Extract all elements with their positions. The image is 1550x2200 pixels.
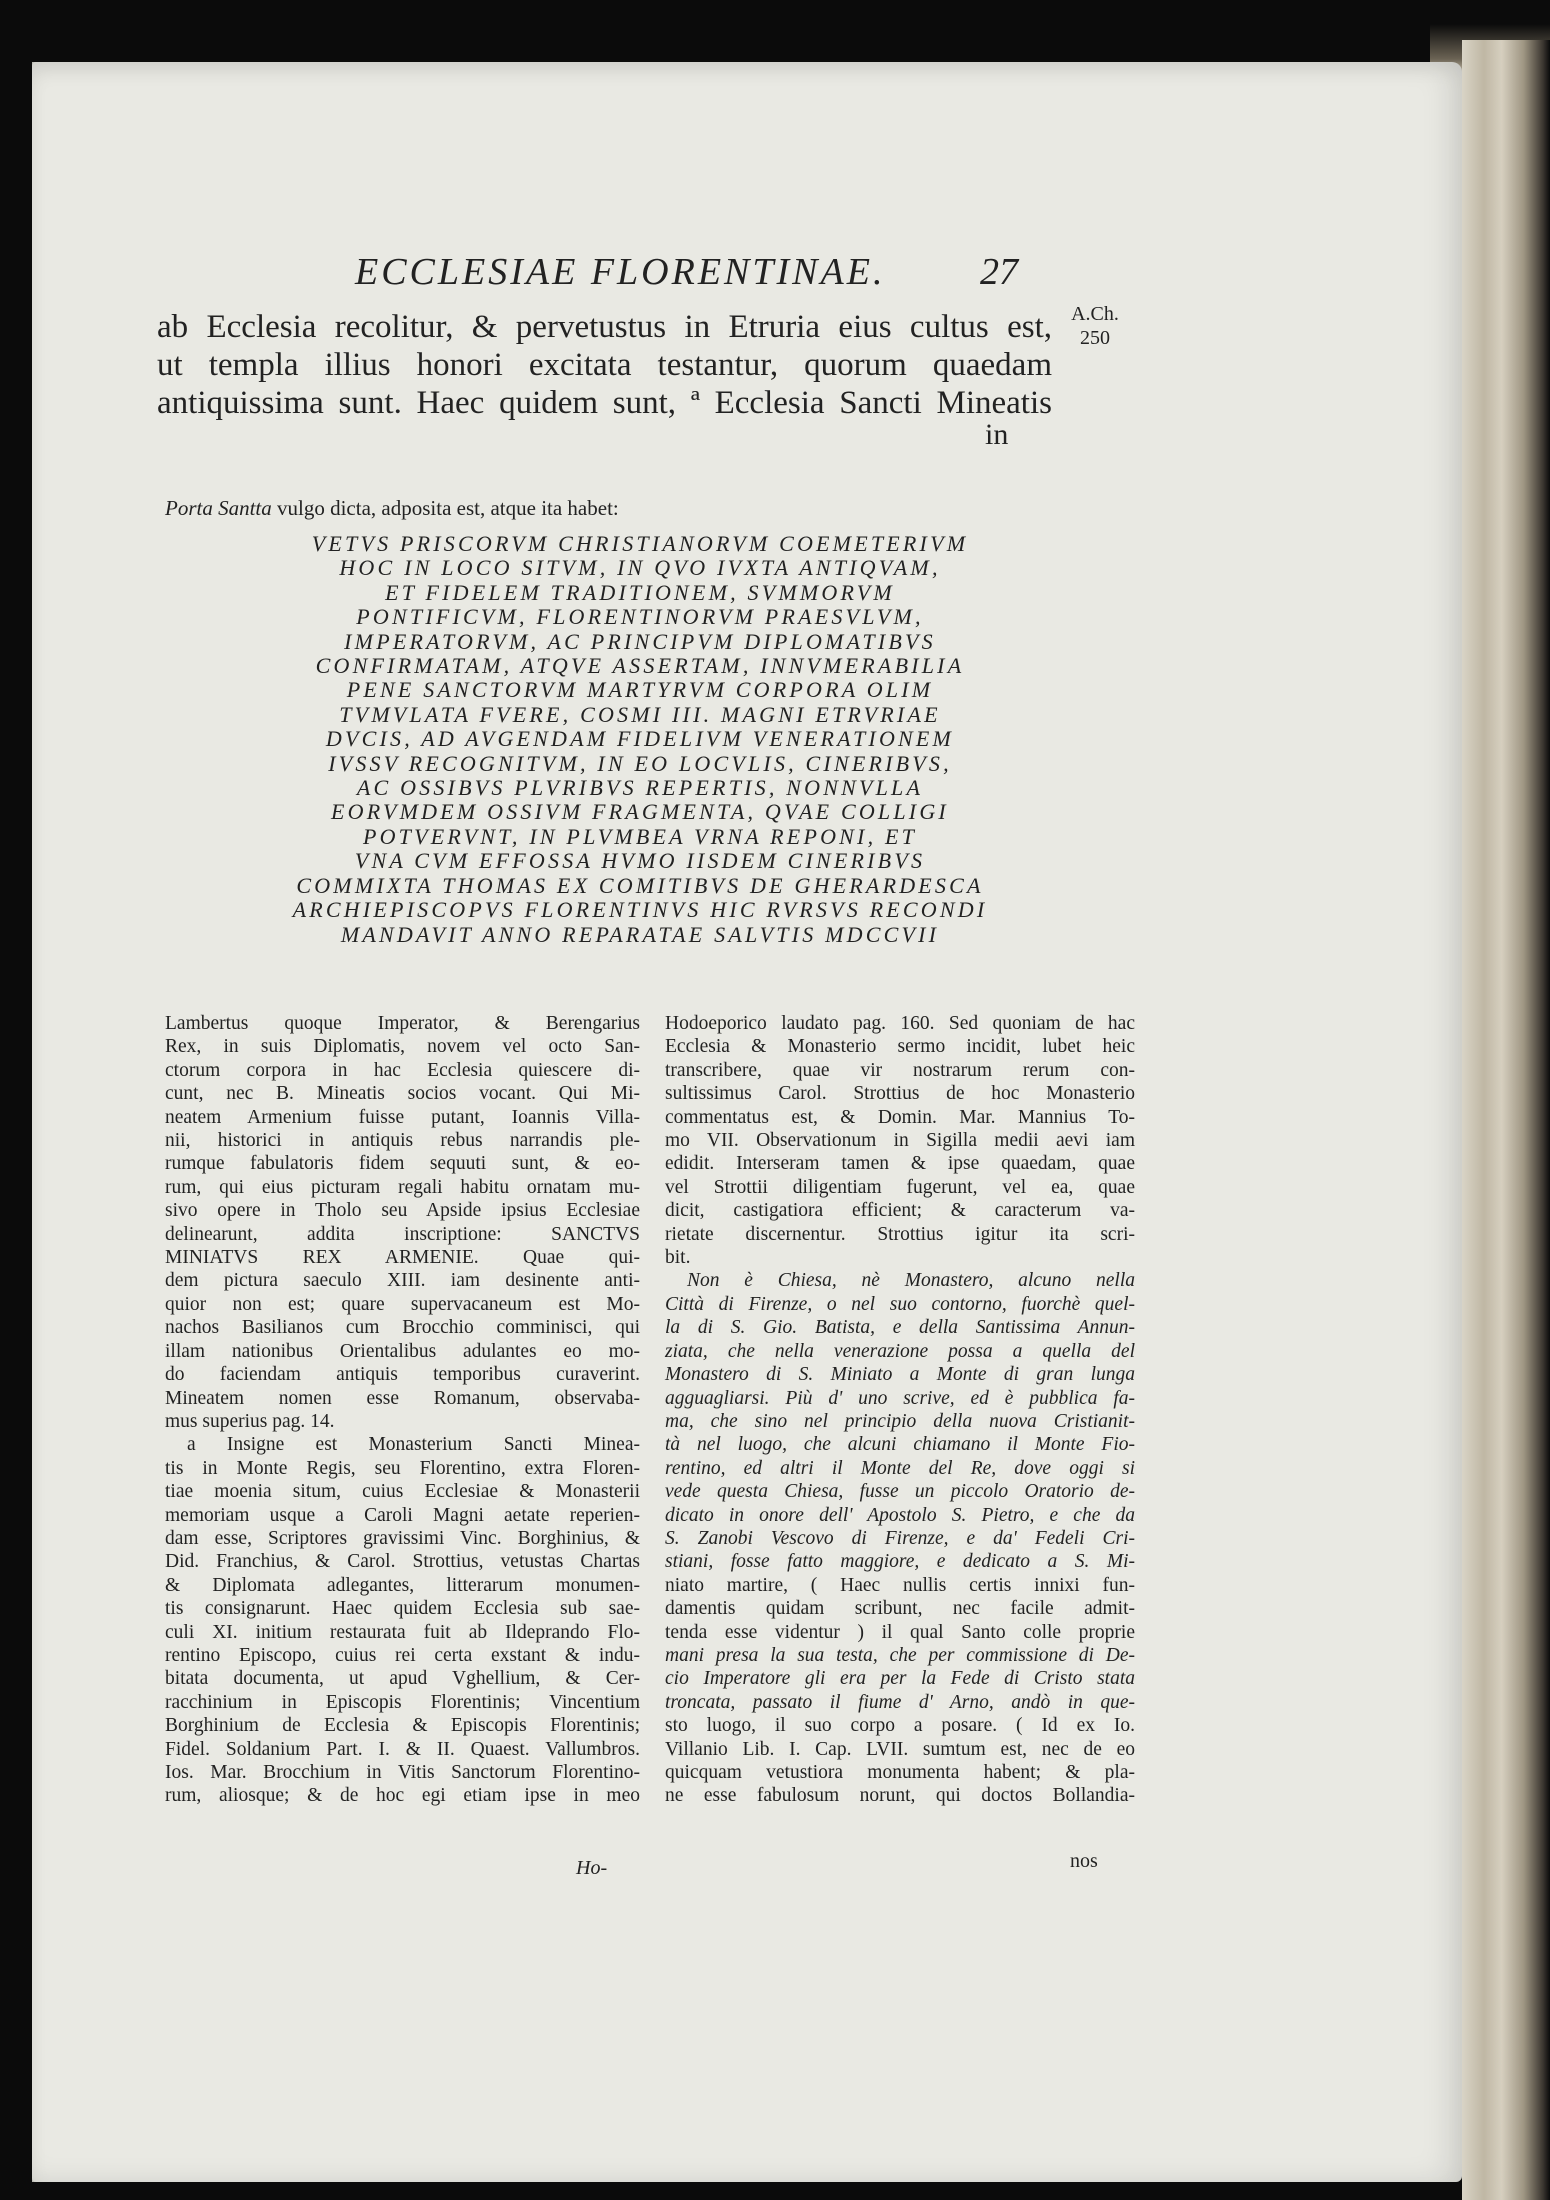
inscription-line: HOC IN LOCO SITVM, IN QVO IVXTA ANTIQVAM, [339, 555, 941, 581]
inscription-line: DVCIS, AD AVGENDAM FIDELIVM VENERATIONEM [325, 726, 955, 752]
column-line: do faciendam antiquis temporibus curaverint. [165, 1364, 640, 1386]
column-line: illam nationibus Orientalibus adulantes eo mo- [165, 1340, 640, 1362]
inscription-line: ARCHIEPISCOPVS FLORENTINVS HIC RVRSVS RECONDI [292, 897, 988, 923]
column-line: quior non est; quare supervacaneum est Mo- [165, 1293, 640, 1315]
lead-line: antiquissima sunt. Haec quidem sunt, ª Ecclesia Sancti Mineatis [157, 385, 1052, 421]
column-line: tà nel luogo, che alcuni chiamano il Monte Fio- [665, 1434, 1135, 1456]
column-line: S. Zanobi Vescovo di Firenze, e da' Fedeli Cri- [665, 1527, 1135, 1549]
column-line: dicato in onore dell' Apostolo S. Pietro, e che da [665, 1504, 1135, 1526]
column-line: MINIATVS REX ARMENIE. Quae qui- [165, 1247, 640, 1269]
inscription-line: COMMIXTA THOMAS EX COMITIBVS DE GHERARDESCA [296, 872, 984, 898]
column-line: cio Imperatore gli era per la Fede di Cristo stata [665, 1668, 1135, 1690]
column-line: bit. [665, 1247, 691, 1269]
column-line: Città di Firenze, o nel suo contorno, fuorchè quel- [665, 1293, 1135, 1315]
column-line: nii, historici in antiquis rebus narrandis ple- [165, 1130, 640, 1152]
column-line: culi XI. initium restaurata fuit ab Ildeprando Flo- [165, 1621, 640, 1643]
column-line: tiae moenia situm, cuius Ecclesiae & Monasterii [165, 1481, 640, 1503]
catchword-left: Ho- [576, 1857, 608, 1879]
column-line: ctorum corpora in hac Ecclesia quiescere di- [165, 1059, 640, 1081]
footnote-column-left [165, 1012, 640, 1808]
lead-line: ab Ecclesia recolitur, & pervetustus in Etruria eius cultus est, [157, 309, 1052, 345]
column-line: tis consignarunt. Haec quidem Ecclesia sub sae- [165, 1598, 640, 1620]
column-line: Rex, in suis Diplomatis, novem vel octo San- [165, 1036, 640, 1058]
column-line: stiani, fosse fatto maggiore, e dedicato a S. Mi- [665, 1551, 1135, 1573]
lead-line: ut templa illius honori excitata testantur, quorum quaedam [157, 347, 1052, 383]
column-line: niato martire, ( Haec nullis certis innixi fun- [665, 1574, 1135, 1596]
column-line: Monastero di S. Miniato a Monte di gran lunga [665, 1364, 1135, 1386]
column-line: la di S. Gio. Batista, e della Santissima Annun- [665, 1317, 1135, 1339]
column-line: quicquam vetustiora monumenta habent; & pla- [665, 1762, 1135, 1783]
column-line: dicit, castigatiora efficient; & caracterum va- [665, 1200, 1135, 1222]
margin-note-line: 250 [1080, 327, 1110, 349]
margin-note [1065, 302, 1125, 350]
inscription-line: POTVERVNT, IN PLVMBEA VRNA REPONI, ET [362, 823, 918, 849]
column-line: rumque fabulatoris fidem sequuti sunt, & eo- [165, 1153, 640, 1175]
column-line: Mineatem nomen esse Romanum, observaba- [165, 1387, 640, 1409]
column-line: Non è Chiesa, nè Monastero, alcuno nella [687, 1270, 1135, 1292]
margin-note-line: A.Ch. [1071, 303, 1119, 325]
column-line: cunt, nec B. Mineatis socios vocant. Qui Mi- [165, 1083, 640, 1105]
inscription-line: VETVS PRISCORVM CHRISTIANORVM COEMETERIVM [311, 531, 969, 556]
porta-prefix: Porta Santta [165, 496, 272, 520]
column-line: tis in Monte Regis, seu Florentino, extra Floren- [165, 1457, 640, 1479]
column-line: edidit. Interseram tamen & ipse quaedam, quae [665, 1153, 1135, 1175]
column-line: mani presa la sua testa, che per commissione di De- [665, 1644, 1135, 1666]
inscription-line: IMPERATORVM, AC PRINCIPVM DIPLOMATIBVS [344, 628, 936, 654]
footnote-column-right [665, 1012, 1135, 1808]
inscription-line: PENE SANCTORVM MARTYRVM CORPORA OLIM [346, 677, 934, 703]
inscription-line: IVSSV RECOGNITVM, IN EO LOCVLIS, CINERIBVS, [328, 750, 952, 776]
inscription [180, 532, 1100, 947]
inscription-line: MANDAVIT ANNO REPARATAE SALVTIS MDCCVII [340, 921, 940, 947]
inscription-line: EORVMDEM OSSIVM FRAGMENTA, QVAE COLLIGI [331, 799, 949, 825]
inscription-line: VNA CVM EFFOSSA HVMO IISDEM CINERIBVS [354, 848, 926, 874]
column-line: vel Strottii diligentiam fugerunt, vel ea, quae [665, 1176, 1135, 1198]
column-line: Fidel. Soldanium Part. I. & II. Quaest. Vallumbros. [165, 1738, 640, 1760]
inscription-line: ET FIDELEM TRADITIONEM, SVMMORVM [385, 579, 895, 605]
column-line: & Diplomata adlegantes, litterarum monumen- [165, 1574, 640, 1596]
column-line: rum, qui eius picturam regali habitu ornatam mu- [165, 1176, 640, 1198]
column-line: racchinium in Episcopis Florentinis; Vincentium [165, 1691, 640, 1713]
column-line: dam esse, Scriptores gravissimi Vinc. Borghinius, & [165, 1527, 640, 1549]
column-line: sto luogo, il suo corpo a posare. ( Id ex Io. [665, 1715, 1135, 1737]
inscription-line: AC OSSIBVS PLVRIBVS REPERTIS, NONNVLLA [356, 775, 924, 801]
column-line: memoriam usque a Caroli Magni aetate reperien- [165, 1504, 640, 1526]
column-line: tenda esse videntur ) il qual Santo colle proprie [665, 1621, 1135, 1643]
column-line: bitata documenta, ut apud Vghellium, & Cer- [165, 1668, 640, 1690]
inscription-line: CONFIRMATAM, ATQVE ASSERTAM, INNVMERABILIA [315, 653, 965, 679]
column-line: delinearunt, addita inscriptione: SANCTVS [165, 1223, 640, 1245]
column-line: Ecclesia & Monasterio sermo incidit, lubet heic [665, 1036, 1135, 1058]
porta-rest: vulgo dicta, adposita est, atque ita habet: [271, 496, 619, 520]
column-line: sivo opere in Tholo seu Apside ipsius Ecclesiae [165, 1200, 640, 1222]
column-line: mo VII. Observationum in Sigilla medii aevi iam [665, 1130, 1135, 1152]
column-line: rum, aliosque; & de hoc egi etiam ipse in meo [165, 1785, 640, 1807]
column-line: Did. Franchius, & Carol. Strottius, vetustas Chartas [165, 1551, 640, 1573]
column-line: ma, che sino nel principio della nuova Cristianit- [665, 1410, 1135, 1432]
column-line: ziata, che nella venerazione possa a quella del [665, 1340, 1135, 1362]
column-line: transcribere, quae vir nostrarum rerum con- [665, 1059, 1135, 1081]
column-line: agguagliarsi. Più d' uno scrive, ed è pubblica fa- [665, 1387, 1135, 1409]
inscription-line: PONTIFICVM, FLORENTINORVM PRAESVLVM, [356, 604, 924, 630]
column-line: rentino, ed altri il Monte del Re, dove oggi si [665, 1457, 1135, 1479]
column-line: nachos Basilianos cum Brocchio comminisci, qui [165, 1317, 640, 1339]
column-line: Hodoeporico laudato pag. 160. Sed quoniam de hac [665, 1013, 1135, 1034]
column-line: neatem Armenium fuisse putant, Ioannis Villa- [165, 1106, 640, 1128]
column-line: dem pictura saeculo XIII. iam desinente anti- [165, 1270, 640, 1292]
column-line: Ios. Mar. Brocchium in Vitis Sanctorum Florentino- [165, 1762, 640, 1783]
column-line: sultissimus Carol. Strottius de hoc Monasterio [665, 1083, 1135, 1105]
catchword-right: nos [1070, 1850, 1098, 1872]
running-head: ECCLESIAE FLORENTINAE. [355, 251, 886, 293]
column-line: ne esse fabulosum norunt, qui doctos Bollandia- [665, 1785, 1135, 1807]
column-line: Villanio Lib. I. Cap. LVII. sumtum est, nec de eo [665, 1738, 1135, 1760]
inscription-line: TVMVLATA FVERE, COSMI III. MAGNI ETRVRIAE [339, 701, 941, 727]
column-line: damentis quidam scribunt, nec facile admit- [665, 1598, 1135, 1620]
column-line: rietate discernentur. Strottius igitur ita scri- [665, 1223, 1135, 1245]
lead-paragraph [157, 308, 1052, 422]
column-line: Lambertus quoque Imperator, & Berengarius [165, 1013, 640, 1034]
porta-line [165, 496, 619, 521]
column-line: vede questa Chiesa, fusse un piccolo Oratorio de- [665, 1481, 1135, 1503]
column-line: a Insigne est Monasterium Sancti Minea- [187, 1434, 640, 1456]
column-line: Borghinium de Ecclesia & Episcopis Florentinis; [165, 1715, 640, 1737]
page-number: 27 [980, 251, 1018, 293]
column-line: rentino Episcopo, cuius rei certa exstant & indu- [165, 1644, 640, 1666]
catchword-top: in [985, 418, 1009, 451]
book-page-edges [1462, 40, 1550, 2200]
column-line: mus superius pag. 14. [165, 1410, 335, 1432]
column-line: commentatus est, & Domin. Mar. Mannius To- [665, 1106, 1135, 1128]
column-line: troncata, passato il fiume d' Arno, andò in que- [665, 1691, 1135, 1713]
